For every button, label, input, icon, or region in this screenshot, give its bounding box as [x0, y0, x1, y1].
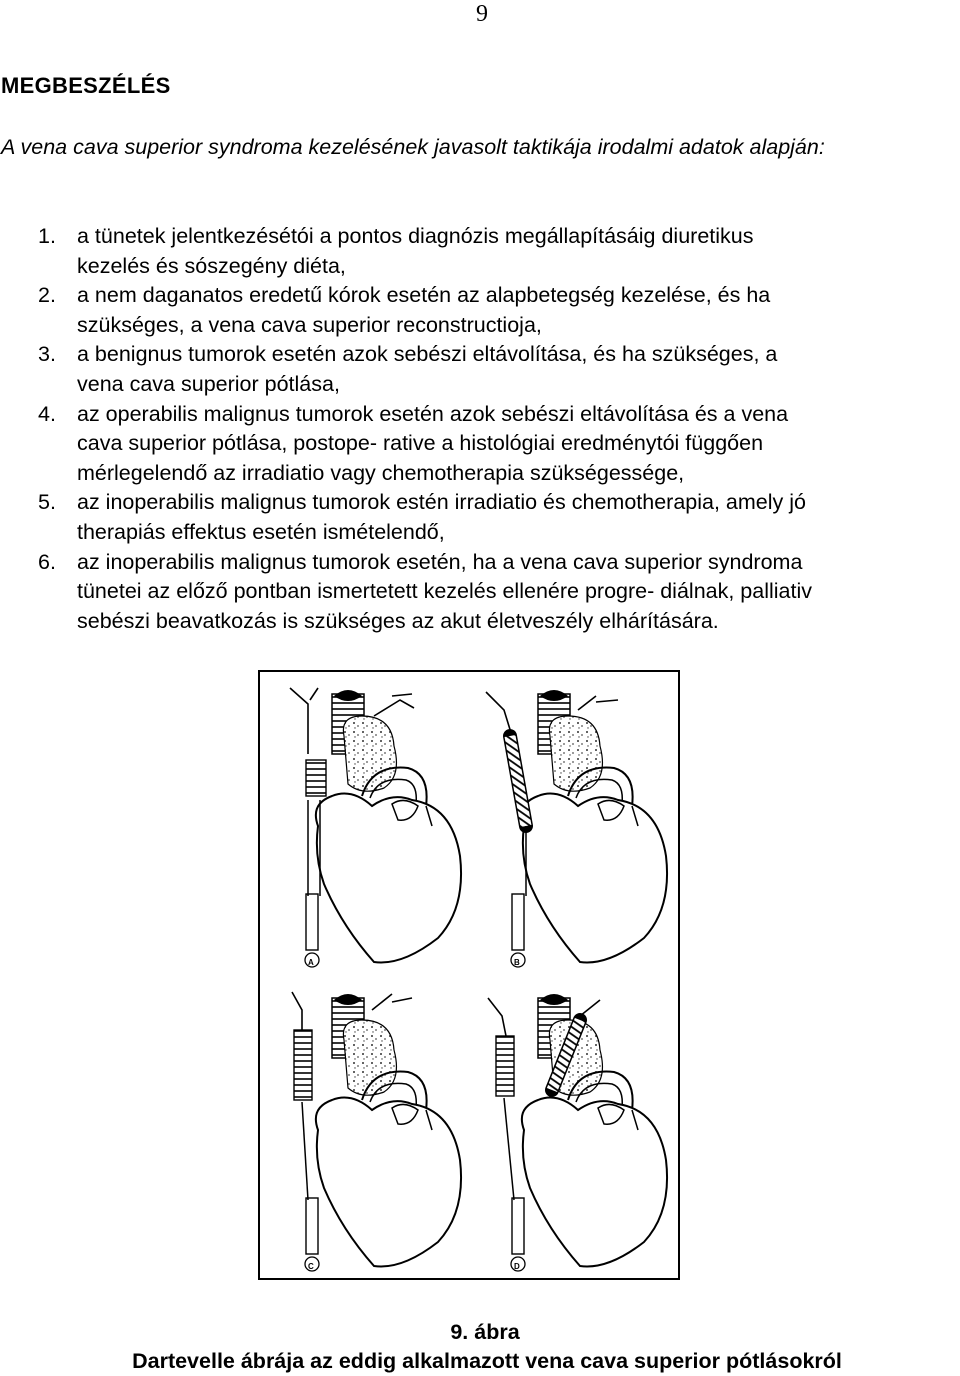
panel-d	[488, 994, 667, 1271]
list-item	[0, 488, 960, 547]
page-number: 9	[476, 1, 488, 27]
list-item	[0, 340, 960, 399]
list-text-line: tünetei az előző pontban ismertetett kezelés ellenére progre- diálnak, palliativ	[77, 579, 813, 604]
panel-label: D	[514, 1262, 520, 1271]
panel-c	[292, 992, 461, 1271]
figure-caption: Dartevelle ábrája az eddig alkalmazott vena cava superior pótlásokról	[132, 1349, 842, 1373]
list-number: 3.	[38, 342, 56, 367]
panel-label: C	[308, 1262, 314, 1271]
panel-b	[486, 690, 667, 967]
list-number: 1.	[38, 224, 56, 248]
list-text-line: az inoperabilis malignus tumorok estén irradiatio és chemotherapia, amely jó	[77, 490, 806, 515]
panel-label: B	[514, 958, 520, 967]
list-number: 2.	[38, 283, 56, 308]
list-item	[0, 548, 960, 637]
list-text-line: kezelés és sószegény diéta,	[77, 253, 346, 278]
list-item	[0, 400, 960, 489]
figure-illustration	[258, 670, 680, 1280]
list-number: 5.	[38, 490, 56, 515]
list-text-line: a benignus tumorok esetén azok sebészi eltávolítása, és ha szükséges, a	[77, 342, 778, 367]
list-text-line: szükséges, a vena cava superior reconstructioja,	[77, 312, 542, 337]
section-heading: MEGBESZÉLÉS	[1, 73, 171, 98]
list-text-line: cava superior pótlása, postope- rative a histológiai eredménytói függően	[77, 431, 764, 456]
treatment-list	[0, 222, 960, 636]
list-item	[0, 281, 960, 340]
list-item	[0, 222, 960, 281]
panel-label: A	[308, 958, 314, 967]
list-number: 6.	[38, 549, 56, 574]
list-text-line: mérlegelendő az irradiatio vagy chemotherapia szükségessége,	[77, 460, 685, 485]
list-text-line: a tünetek jelentkezésétói a pontos diagnózis megállapításáig diuretikus	[77, 224, 754, 248]
list-number: 4.	[38, 401, 56, 426]
list-text-line: az operabilis malignus tumorok esetén azok sebészi eltávolítása és a vena	[77, 401, 789, 426]
list-text-line: therapiás effektus esetén ismételendő,	[77, 519, 445, 544]
figure-number: 9. ábra	[450, 1320, 520, 1344]
list-text-line: a nem daganatos eredetű kórok esetén az alapbetegség kezelése, és ha	[77, 283, 771, 308]
intro-paragraph: A vena cava superior syndroma kezelésének javasolt taktikája irodalmi adatok alapján:	[1, 135, 825, 159]
list-text-line: vena cava superior pótlása,	[77, 371, 340, 396]
heart-diagrams	[260, 672, 678, 1278]
list-text-line: sebészi beavatkozás is szükséges az akut életveszély elhárítására.	[77, 608, 719, 633]
list-text-line: az inoperabilis malignus tumorok esetén, ha a vena cava superior syndroma	[77, 549, 803, 574]
panel-a	[290, 688, 461, 967]
